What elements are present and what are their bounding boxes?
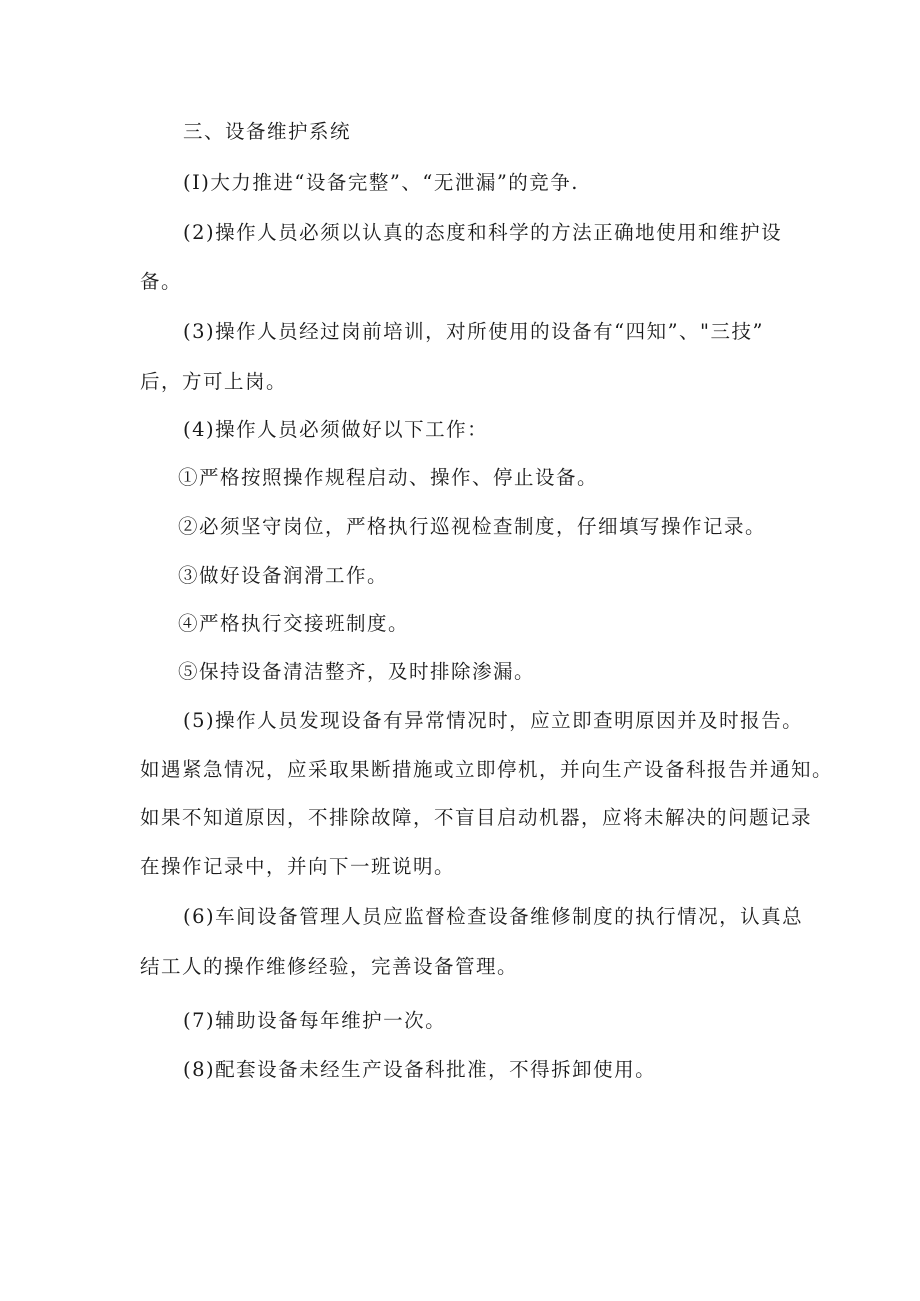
- paragraph-3-line-2: 后，方可上岗。: [140, 370, 288, 393]
- paragraph-5-line-4: 在操作记录中，并向下一班说明。: [140, 855, 456, 878]
- paragraph-6-line-1: (6)车间设备管理人员应监督检查设备维修制度的执行情况，认真总: [183, 905, 804, 928]
- section-title: 三、设备维护系统: [183, 120, 352, 143]
- list-item-2: ②必须坚守岗位，严格执行巡视检查制度，仔细填写操作记录。: [178, 515, 767, 538]
- paragraph-5-line-3: 如果不知道原因，不排除故障，不盲目启动机器，应将未解决的问题记录: [140, 806, 813, 829]
- list-item-4: ④严格执行交接班制度。: [178, 612, 410, 635]
- paragraph-4: (4)操作人员必须做好以下工作：: [183, 418, 489, 441]
- paragraph-2-line-2: 备。: [140, 270, 183, 293]
- paragraph-3-line-1: (3)操作人员经过岗前培训，对所使用的设备有“四知”、"三技”: [183, 320, 764, 343]
- list-item-3: ③做好设备润滑工作。: [178, 564, 389, 587]
- paragraph-8: (8)配套设备未经生产设备科批准，不得拆卸使用。: [183, 1058, 657, 1081]
- paragraph-2-line-1: (2)操作人员必须以认真的态度和科学的方法正确地使用和维护设: [183, 221, 783, 244]
- paragraph-7: (7)辅助设备每年维护一次。: [183, 1009, 447, 1032]
- paragraph-5-line-1: (5)操作人员发现设备有异常情况时，应立即查明原因并及时报告。: [183, 709, 804, 732]
- list-item-5: ⑤保持设备清洁整齐，及时排除渗漏。: [178, 660, 536, 683]
- list-item-1: ①严格按照操作规程启动、操作、停止设备。: [178, 466, 599, 489]
- paragraph-6-line-2: 结工人的操作维修经验，完善设备管理。: [140, 955, 519, 978]
- paragraph-5-line-2: 如遇紧急情况，应采取果断措施或立即停机，并向生产设备科报告并通知。: [140, 758, 834, 781]
- paragraph-1: (I)大力推进“设备完整”、“无泄漏”的竞争.: [183, 171, 579, 194]
